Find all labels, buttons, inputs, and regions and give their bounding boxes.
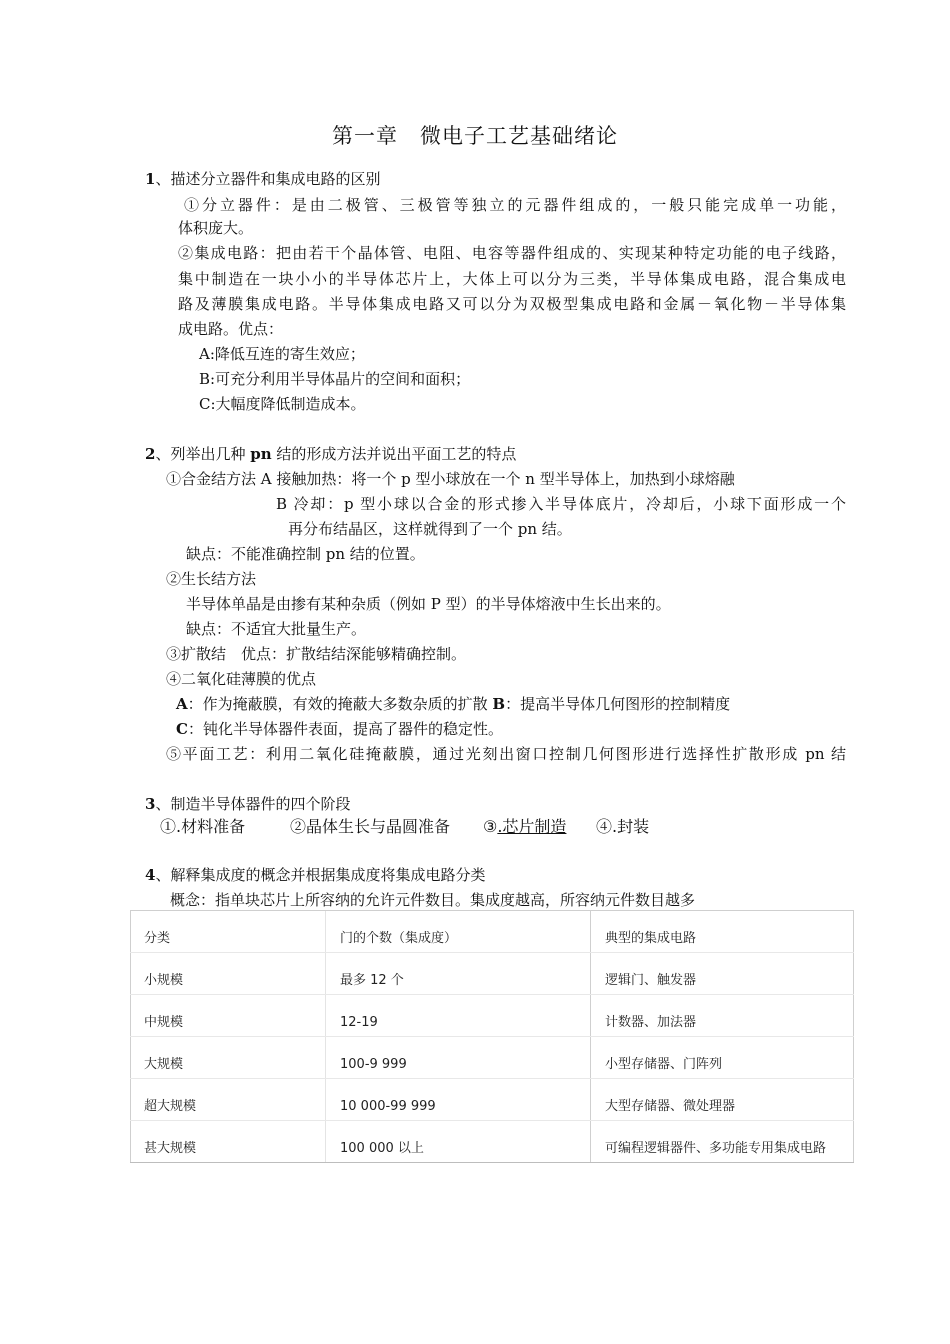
section-1-heading-text: 、描述分立器件和集成电路的区别 [155,170,381,188]
s1-discrete-line-1: ①分立器件：是由二极管、三极管等独立的元器件组成的，一般只能完成单一功能， [184,196,846,214]
s3-stage-4: ④.封装 [596,817,650,836]
table-row [131,1037,854,1079]
chapter-title: 第一章 微电子工艺基础绪论 [332,124,618,148]
section-3-heading-text: 、制造半导体器件的四个阶段 [155,795,351,813]
table-header-cell: 门的个数（集成度） [326,911,591,953]
s3-stage-3-marker: ③ [483,817,498,836]
s3-stages [160,818,649,836]
section-3-number: 3 [145,795,156,813]
table-header-row [131,911,854,953]
s2-grown-drawback: 缺点：不适宜大批量生产。 [186,620,367,638]
s2-sio2-title: ④二氧化硅薄膜的优点 [166,670,317,688]
s2-alloy-line-2: B 冷却：p 型小球以合金的形式掺入半导体底片，冷却后，小球下面形成一个 [276,495,846,513]
section-3-heading [145,795,350,813]
s3-stage-2: ②晶体生长与晶圆准备 [290,817,451,836]
s3-stage-1: ①.材料准备 [160,817,246,836]
s1-ic-line-3: 路及薄膜集成电路。半导体集成电路又可以分为双极型集成电路和金属－氧化物－半导体集 [178,295,846,313]
table-cell: 最多 12 个 [326,953,591,995]
table-body [131,911,854,1163]
table-cell: 超大规模 [131,1079,326,1121]
section-4-heading-text: 、解释集成度的概念并根据集成度将集成电路分类 [155,866,486,884]
table-header-cell: 典型的集成电路 [591,911,854,953]
table-cell: 100-9 999 [326,1037,591,1079]
table-cell: 可编程逻辑器件、多功能专用集成电路 [591,1121,854,1163]
table-row [131,1121,854,1163]
s2-sio2-b-text: ：提高半导体几何图形的控制精度 [505,695,731,713]
section-2-heading-text-a: 、列举出几种 [155,445,251,463]
table-cell: 甚大规模 [131,1121,326,1163]
section-4-number: 4 [145,866,156,884]
s2-alloy-drawback: 缺点：不能准确控制 pn 结的位置。 [186,545,425,563]
s2-planar: ⑤平面工艺：利用二氧化硅掩蔽膜，通过光刻出窗口控制几何图形进行选择性扩散形成 pn 结 [166,745,846,763]
table-cell: 10 000-99 999 [326,1079,591,1121]
section-4-heading [145,866,485,884]
table-cell: 逻辑门、触发器 [591,953,854,995]
table-cell: 中规模 [131,995,326,1037]
s1-advantage-b: B:可充分利用半导体晶片的空间和面积； [199,370,471,388]
s3-stage-3 [483,818,596,836]
integration-scale-table [130,910,854,1163]
s1-ic-line-4: 成电路。优点： [178,320,284,338]
table-cell: 小规模 [131,953,326,995]
s1-discrete-line-2: 体积庞大。 [178,219,254,237]
s1-ic-line-2: 集中制造在一块小小的半导体芯片上，大体上可以分为三类，半导体集成电路，混合集成电 [178,270,846,288]
section-1-heading [145,170,380,188]
s2-sio2-a-label: A [176,695,188,713]
s1-ic-line-1: ②集成电路：把由若干个晶体管、电阻、电容等器件组成的、实现某种特定功能的电子线路， [178,244,846,262]
s2-sio2-c [176,720,503,738]
s2-sio2-c-label: C [176,720,188,738]
table-row [131,1079,854,1121]
table-cell: 大规模 [131,1037,326,1079]
s1-advantage-c: C:大幅度降低制造成本。 [199,395,366,413]
section-1-number: 1 [145,170,156,188]
table-row [131,953,854,995]
section-2-heading [145,445,516,463]
table-cell: 100 000 以上 [326,1121,591,1163]
s1-advantage-a: A:降低互连的寄生效应； [199,345,365,363]
s2-grown-desc: 半导体单晶是由掺有某种杂质（例如 P 型）的半导体熔液中生长出来的。 [186,595,671,613]
table-cell: 12-19 [326,995,591,1037]
s2-sio2-b-label: B [492,695,506,713]
s2-sio2-c-text: ：钝化半导体器件表面，提高了器件的稳定性。 [187,720,503,738]
section-2-heading-pn: pn [250,445,272,463]
table-cell: 计数器、加法器 [591,995,854,1037]
section-2-heading-text-b: 结的形成方法并说出平面工艺的特点 [271,445,517,463]
table-cell: 大型存储器、微处理器 [591,1079,854,1121]
s2-sio2-ab [176,695,730,713]
s3-stage-3-text: .芯片制造 [497,817,567,836]
table-header-cell: 分类 [131,911,326,953]
s2-diffused: ③扩散结 优点：扩散结结深能够精确控制。 [166,645,467,663]
section-2-number: 2 [145,445,156,463]
s2-grown-title: ②生长结方法 [166,570,257,588]
s4-concept: 概念：指单块芯片上所容纳的允许元件数目。集成度越高，所容纳元件数目越多 [170,891,696,909]
s2-alloy-line-3: 再分布结晶区，这样就得到了一个 pn 结。 [288,520,572,538]
s2-sio2-a-text: ：作为掩蔽膜，有效的掩蔽大多数杂质的扩散 [187,695,493,713]
table-cell: 小型存储器、门阵列 [591,1037,854,1079]
table-row [131,995,854,1037]
s2-alloy-line-1: ①合金结方法 A 接触加热：将一个 p 型小球放在一个 n 型半导体上，加热到小球熔融 [166,470,735,488]
